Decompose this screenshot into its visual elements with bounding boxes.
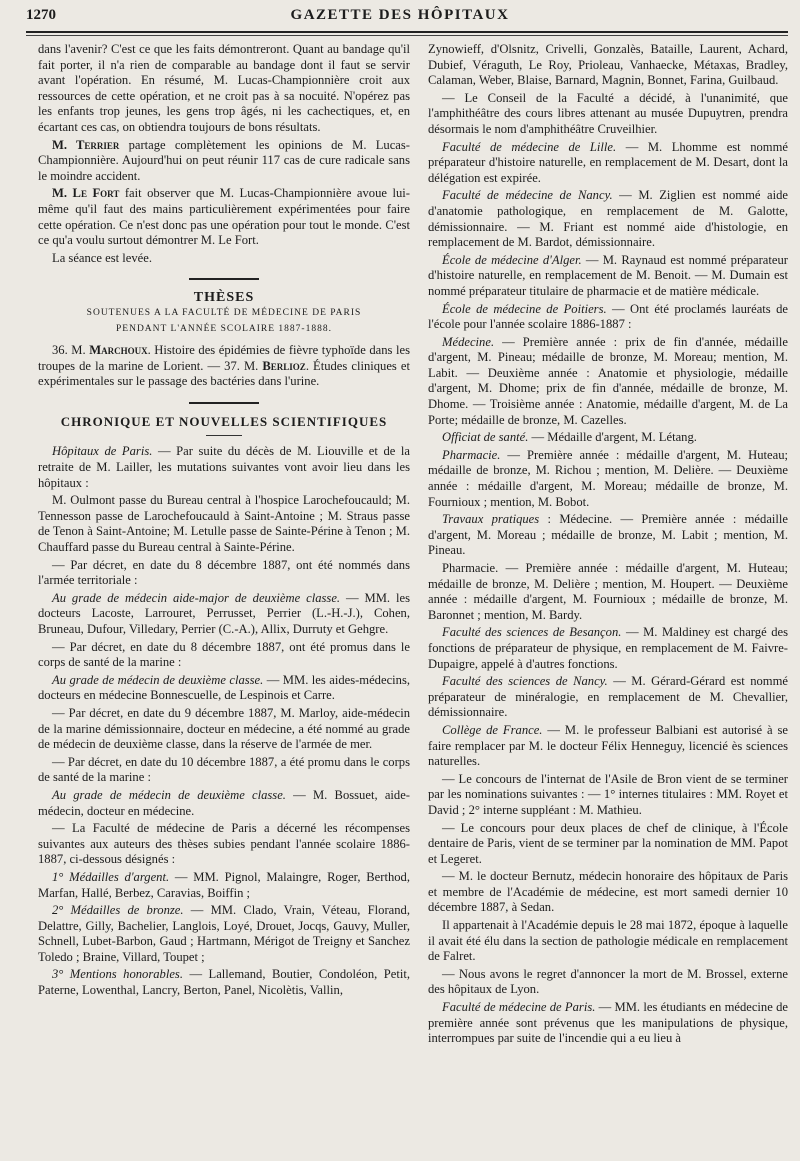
paragraph: [428, 1000, 788, 1047]
paragraph: M. Oulmont passe du Bureau central à l'hospice Larochefoucauld; M. Tennesson passe de Larochefoucauld à Saint-Antoine ; M. Straus passe de Tenon à Saint-Antoine; M. Letulle passe de Sainte-Périne à Tenon ; M. Chauffard passe du Bureau central à Sainte-Périne.: [38, 493, 411, 555]
paragraph: [428, 188, 788, 250]
rubric: Médecine.: [442, 334, 495, 349]
author-name: Berlioz: [262, 358, 306, 373]
paragraph: — Par décret, en date du 10 décembre 1887, a été promu dans le corps de santé de la marine :: [38, 754, 410, 785]
section-heading-theses: THÈSES: [193, 290, 255, 306]
paragraph: — Le concours pour deux places de chef de clinique, à l'École dentaire de Paris, vient de se terminer par la nomination de MM. Papot et Legeret.: [428, 820, 788, 866]
paragraph: [38, 870, 410, 901]
rubric: Faculté de médecine de Lille.: [442, 139, 617, 154]
header-rule-thin: [26, 35, 788, 36]
paragraph-text: — M. Lhomme est nommé préparateur d'histoire naturelle, en remplacement de M. Desart, dont la délégation est expirée.: [428, 139, 788, 185]
rubric: Au grade de médecin de deuxième classe.: [52, 672, 264, 687]
rubric: Faculté de médecine de Paris.: [442, 1000, 596, 1015]
section-subheading: SOUTENUES A LA FACULTÉ DE MÉDECINE DE PARIS: [86, 307, 362, 318]
section-separator: [189, 278, 259, 280]
paragraph: [428, 625, 788, 672]
header-rule: [26, 31, 788, 33]
paragraph-text: — Ont été proclamés lauréats de l'école pour l'année scolaire 1886-1887 :: [428, 301, 788, 332]
paragraph: [428, 674, 788, 721]
paragraph: — Le Conseil de la Faculté a décidé, à l'unanimité, que l'amphithéâtre des cours libres attenant au musée Dupuytren, prendra désormais le nom d'amphithéâtre Cruveilhier.: [428, 90, 788, 136]
rubric: Collège de France.: [442, 722, 543, 737]
paragraph-text: — Lallemand, Boutier, Condoléon, Petit, Paterne, Lowenthal, Lancry, Berton, Panel, Nicolètis, Vallin,: [38, 967, 410, 998]
section-heading-chronique: CHRONIQUE ET NOUVELLES SCIENTIFIQUES: [60, 413, 388, 429]
paragraph: [38, 673, 410, 704]
paragraph: [428, 302, 788, 333]
section-separator: [206, 435, 242, 436]
paragraph: Pharmacie. — Première année : médaille d'argent, M. Huteau; médaille de bronze, M. Delière ; mention, M. Houpert. — Deuxième année : médaille d'argent, M. Fournioux ; médaille de bronze, M. Baronnet ; mention, M. Bardy.: [428, 561, 788, 622]
right-column: [428, 42, 788, 1049]
paragraph: dans l'avenir? C'est ce que les faits démontreront. Quant au bandage qu'il fait porter, il n'a rien de comparable au bandage dont il faut se servir avant l'opération. En résumé, M. Lucas-Championnière croit aux ressources de cette opération, et ne croit pas à sa nocuité. N'opérez pas les enfants trop jeunes, les gens trop âgés, ni les cachectiques, et, en écartant ces cas, on obtiendra toujours de bons résultats.: [38, 42, 410, 134]
paragraph-text: — MM. les aides-médecins, docteurs en médecine Bonnescuelle, de Lespinois et Carre.: [38, 672, 411, 703]
paragraph: [428, 723, 788, 770]
paragraph-text: . Études cliniques et expérimentales sur le passage des bactéries dans l'urine.: [38, 358, 410, 389]
rubric: Faculté des sciences de Besançon.: [442, 625, 622, 640]
paragraph-text: 36. M.: [52, 343, 90, 358]
left-column: [38, 42, 410, 1001]
paragraph: [38, 444, 410, 491]
paragraph-text: — MM. Pignol, Malaingre, Roger, Berthod, Marfan, Hallé, Berbez, Caravias, Boiffin ;: [38, 869, 410, 900]
rubric: Hôpitaux de Paris.: [52, 444, 153, 459]
paragraph: — Par décret, en date du 8 décembre 1887, ont été nommés dans l'armée territoriale :: [38, 557, 410, 588]
paragraph-text: partage complètement les opinions de M. Lucas-Championnière. Aujourd'hui on peut réunir 117 cas de cure radicale sans le moindre accident.: [38, 137, 410, 183]
paragraph: [428, 448, 788, 510]
paragraph: — La Faculté de médecine de Paris a décerné les récompenses suivantes aux auteurs des thèses subies pendant l'année scolaire 1886-1887, ci-dessous désignés :: [38, 821, 410, 867]
rubric: École de médecine de Poitiers.: [442, 301, 607, 316]
paragraph: [428, 512, 788, 559]
paragraph: [38, 343, 410, 390]
paragraph-text: — Par suite du décès de M. Liouville et de la retraite de M. Lailler, les mutations suivantes vont avoir lieu dans les hôpitaux :: [38, 444, 411, 490]
paragraph: — Par décret, en date du 8 décembre 1887, ont été promus dans le corps de santé de la marine :: [38, 639, 410, 670]
paragraph-text: : Médecine. — Première année : médaille d'argent, M. Moreau ; médaille de bronze, M. Labit ; mention, M. Pineau.: [428, 512, 788, 558]
rubric: 1° Médailles d'argent.: [52, 869, 170, 884]
rubric: École de médecine d'Alger.: [442, 252, 582, 267]
speaker-name: M. Terrier: [52, 137, 120, 152]
paragraph-text: — Médaille d'argent, M. Létang.: [528, 430, 697, 445]
paragraph-text: — M. Gérard-Gérard est nommé préparateur de minéralogie, en remplacement de M. Chevallier, démissionnaire.: [428, 674, 788, 720]
paragraph: [428, 430, 788, 446]
paragraph-text: — Première année : prix de fin d'année, médaille d'argent, M. Pineau; médaille de bronze, M. Moreau; mention, M. Labit. — Deuxième année : Anatomie et physiologie, médaille d'argent, M. Dhome; prix de fin d'année, médaille de bronze, M. Dhome. — Troisième année : Anatomie, médaille d'argent, M. de La Porte; médaille de bronze, M. Cazelles.: [428, 334, 788, 427]
rubric: Pharmacie.: [442, 447, 501, 462]
paragraph: — Nous avons le regret d'annoncer la mort de M. Brossel, externe des hôpitaux de Lyon.: [428, 966, 788, 997]
paragraph: [38, 967, 410, 998]
paragraph: — M. le docteur Bernutz, médecin honoraire des hôpitaux de Paris et membre de l'Académie de médecine, est mort samedi dernier 10 décembre 1887, à Sedan.: [428, 869, 788, 915]
rubric: 2° Médailles de bronze.: [52, 903, 184, 918]
paragraph-text: — M. Bossuet, aide-médecin, docteur en médecine.: [38, 787, 410, 818]
paragraph: Zynowieff, d'Olsnitz, Crivelli, Gonzalès, Bataille, Laurent, Achard, Dubief, Véraguth, Le Roy, Prioleau, Vanhaecke, Métaxas, Bradley, Calaman, Weber, Blaise, Barnard, Magnin, Bonnet, Farina, Guilbaud.: [428, 42, 788, 88]
page-number: 1270: [26, 7, 56, 23]
rubric: 3° Mentions honorables.: [52, 967, 183, 982]
paragraph-text: fait observer que M. Lucas-Championnière avoue lui-même qu'il faut des mains particulièrement expérimentées pour faire cette opération. Ce n'est donc pas une opération pour tout le monde. C'est ce qu'a voulu surtout démontrer M. Le Fort.: [38, 186, 410, 248]
paragraph: — Le concours de l'internat de l'Asile de Bron vient de se terminer par les nominations suivantes : — 1° internes titulaires : MM. Royet et David ; 2° interne suppléant : M. Mathieu.: [428, 771, 788, 817]
paragraph-text: — M. Raynaud est nommé préparateur d'histoire naturelle, en remplacement de M. Benoit. — M. Dumain est nommé préparateur titulaire de pharmacie et de matière médicale.: [428, 252, 788, 298]
paragraph: — Par décret, en date du 9 décembre 1887, M. Marloy, aide-médecin de la marine démissionnaire, docteur en médecine, a été nommé au grade de médecin de deuxième classe, dans la réserve de l'armée de mer.: [38, 705, 410, 752]
paragraph: [428, 140, 788, 187]
paragraph: [428, 253, 788, 300]
rubric: Officiat de santé.: [442, 430, 529, 445]
section-subheading: PENDANT L'ANNÉE SCOLAIRE 1887-1888.: [116, 323, 332, 334]
paragraph: [38, 903, 410, 965]
paragraph: [38, 788, 410, 819]
paragraph-text: — Première année : médaille d'argent, M. Huteau; médaille de bronze, M. Richou ; mention, M. Delière. — Deuxième année : médaille d'argent, M. Moreau; médaille de bronze, M. Fournioux ; mention, M. Bobot.: [428, 447, 788, 509]
paragraph: [38, 138, 410, 185]
rubric: Au grade de médecin de deuxième classe.: [52, 787, 286, 802]
paragraph-text: — M. le professeur Balbiani est autorisé à se faire remplacer par M. le docteur Félix Henneguy, licencié ès sciences naturelles.: [428, 722, 788, 769]
paragraph: [38, 591, 410, 638]
section-separator: [189, 402, 259, 404]
paragraph: Il appartenait à l'Académie depuis le 28 mai 1872, époque à laquelle il avait été élu dans la section de pathologie médicale en remplacement de Falret.: [428, 918, 788, 964]
paragraph-text: — M. Ziglien est nommé aide d'anatomie pathologique, en remplacement de M. Galotte, démissionnaire. — M. Friant est nommé aide d'histologie, en remplacement de M. Bardot, démissionnaire.: [428, 188, 788, 250]
rubric: Travaux pratiques: [442, 512, 540, 527]
paragraph: [38, 186, 410, 248]
paragraph-text: — MM. les étudiants en médecine de première année sont prévenus que les manipulations de physique, interrompues par suite de l'incendie qui a eu lieu à: [428, 1000, 788, 1046]
paragraph: La séance est levée.: [52, 250, 152, 265]
paragraph-text: — M. Maldiney est chargé des fonctions de préparateur de physique, en remplacement de M. Faivre-Dupaigre, appelé à d'autres fonctions.: [428, 625, 788, 671]
paragraph-text: — MM. Clado, Vrain, Véteau, Florand, Delattre, Gilly, Bachelier, Langlois, Loyé, Drouet, Jocqs, Gauvy, Muller, Schnell, Lubet-Barbon, Gaud ; Hartmann, Mérigot de Treigny et Sanchez Toledo ; Braine, Villard, Toupet ;: [38, 903, 410, 964]
paragraph-text: . Histoire des épidémies de fièvre typhoïde dans les troupes de la marine de Lorient. — 37. M.: [38, 343, 410, 373]
rubric: Faculté des sciences de Nancy.: [442, 674, 608, 689]
rubric: Faculté de médecine de Nancy.: [442, 188, 613, 203]
paragraph: [428, 335, 788, 429]
running-title: GAZETTE DES HÔPITAUX: [290, 7, 510, 23]
rubric: Au grade de médecin aide-major de deuxième classe.: [52, 590, 341, 605]
paragraph-text: — MM. les docteurs Lacoste, Larrouret, Perrusset, Perrier (L.-H.-J.), Cohen, Bruneau, Dufour, Villedary, Perrier (C.-A.), Allix, Durruty et Gehgre.: [38, 590, 411, 636]
author-name: Marchoux: [89, 343, 148, 358]
speaker-name: M. Le Fort: [52, 186, 120, 201]
